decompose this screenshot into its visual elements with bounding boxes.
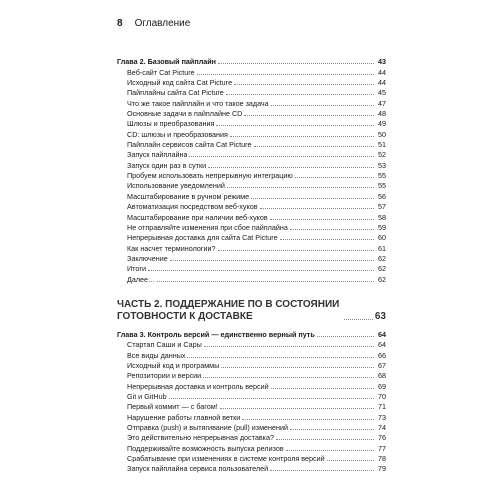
dot-leader	[227, 186, 374, 188]
toc-entry[interactable]	[117, 128, 386, 138]
dot-leader	[204, 345, 374, 347]
toc-entry[interactable]	[117, 77, 386, 87]
dot-leader	[251, 197, 374, 199]
toc-entry-title: Запуск один раз в сутки	[127, 160, 207, 170]
toc-entry[interactable]	[117, 66, 386, 76]
part-title: ЧАСТЬ 2. ПОДДЕРЖАНИЕ ПО В СОСТОЯНИИ ГОТОВНОСТИ К ДОСТАВКЕ	[117, 298, 340, 322]
toc-entry[interactable]	[117, 339, 386, 349]
toc-entry-page: 67	[378, 360, 386, 370]
chapter-title: Глава 2. Базовый пайплайн	[117, 57, 217, 67]
toc-entry-title: Запуск пайплайна	[127, 150, 188, 160]
toc-entry-title: Основные задачи в пайплайне CD	[127, 109, 243, 119]
toc-entry-title: Заключение	[127, 253, 168, 263]
toc-entry[interactable]	[117, 253, 386, 263]
dot-leader	[276, 438, 374, 440]
toc-entry[interactable]	[117, 211, 386, 221]
toc-entry[interactable]	[117, 380, 386, 390]
toc-entry-page: 45	[378, 88, 386, 98]
toc-entry-title: Автоматизация посредством веб-хуков	[127, 202, 258, 212]
toc-entry-title: Все виды данных	[127, 350, 186, 360]
toc-entry-title: Поддерживайте возможность выпуска релизов	[127, 443, 284, 453]
toc-entry-page: 47	[378, 98, 386, 108]
toc-entry-title: Масштабирование в ручном режиме	[127, 191, 250, 201]
dot-leader	[242, 418, 374, 420]
chapter-entries	[117, 339, 386, 473]
toc-entry[interactable]	[117, 422, 386, 432]
toc-entry-page: 44	[378, 78, 386, 88]
toc-entry-page: 44	[378, 67, 386, 77]
toc-entry[interactable]	[117, 190, 386, 200]
toc-entry-page: 64	[378, 340, 386, 350]
dot-leader	[169, 397, 374, 399]
dot-leader	[280, 238, 374, 240]
toc-entry-page: 76	[378, 433, 386, 443]
toc-entry-page: 48	[378, 109, 386, 119]
dot-leader	[218, 62, 374, 64]
dot-leader	[290, 428, 374, 430]
dot-leader	[260, 207, 374, 209]
toc-entry-title: Исходный код сайта Cat Picture	[127, 78, 233, 88]
toc-entry-title: Что же такое пайплайн и что такое задача	[127, 98, 269, 108]
toc-entry[interactable]	[117, 242, 386, 252]
dot-leader	[221, 366, 374, 368]
toc-entry[interactable]	[117, 139, 386, 149]
toc-entry-title: Веб-сайт Cat Picture	[127, 67, 195, 77]
toc-entry-title: Масштабирование при наличии веб-хуков	[127, 212, 268, 222]
dot-leader	[271, 104, 374, 106]
toc-entry[interactable]	[117, 118, 386, 128]
dot-leader	[317, 335, 374, 337]
toc-entry-page: 71	[378, 402, 386, 412]
toc-entry-title: Первый коммит — с багом!	[127, 402, 218, 412]
toc-entry[interactable]	[117, 370, 386, 380]
toc-entry-page: 50	[378, 129, 386, 139]
dot-leader	[208, 166, 374, 168]
toc-entry[interactable]	[117, 442, 386, 452]
toc-entry-page: 60	[378, 233, 386, 243]
toc-entry-page: 49	[378, 119, 386, 129]
toc-entry-title: Итоги	[127, 264, 147, 274]
toc-entry[interactable]	[117, 159, 386, 169]
toc-entry-page: 74	[378, 423, 386, 432]
table-of-contents	[117, 56, 386, 473]
toc-entry-title: Это действительно непрерывная доставка?	[127, 433, 274, 443]
toc-entry[interactable]	[117, 401, 386, 411]
toc-entry[interactable]	[117, 97, 386, 107]
toc-entry-page: 62	[378, 274, 386, 284]
chapter-title: Глава 3. Контроль версий — единственно верный путь	[117, 329, 315, 339]
dot-leader	[271, 387, 374, 389]
toc-entry[interactable]	[117, 232, 386, 242]
toc-entry[interactable]	[117, 453, 386, 463]
toc-entry-page: 70	[378, 391, 386, 401]
toc-entry-page: 55	[378, 171, 386, 181]
page-number: 8	[117, 18, 123, 29]
toc-entry-page: 62	[378, 264, 386, 274]
dot-leader	[170, 259, 374, 261]
toc-entry[interactable]	[117, 349, 386, 359]
chapter-page: 64	[378, 329, 386, 339]
toc-entry[interactable]	[117, 108, 386, 118]
toc-entry-page: 52	[378, 150, 386, 160]
toc-entry-page: 55	[378, 181, 386, 191]
dot-leader	[157, 280, 374, 282]
dot-leader	[226, 93, 374, 95]
part-page: 63	[374, 310, 386, 322]
toc-entry-title: Шлюзы и преобразования	[127, 119, 215, 129]
toc-entry[interactable]	[117, 263, 386, 273]
dot-leader	[270, 218, 374, 220]
toc-entry[interactable]	[117, 222, 386, 232]
toc-entry[interactable]	[117, 87, 386, 97]
toc-entry-title: Как насчет терминологии?	[127, 243, 216, 253]
toc-entry[interactable]	[117, 170, 386, 180]
dot-leader	[189, 155, 374, 157]
part-heading[interactable]	[117, 299, 386, 323]
toc-entry[interactable]	[117, 360, 386, 370]
chapter-heading[interactable]	[117, 329, 386, 339]
toc-entry-page: 56	[378, 191, 386, 201]
toc-entry-title: Пайплайн сервисов сайта Cat Picture	[127, 140, 252, 150]
dot-leader	[270, 469, 374, 471]
toc-entry-title: Репозитории и версии	[127, 371, 202, 381]
toc-entry-page: 78	[378, 454, 386, 464]
toc-entry[interactable]	[117, 463, 386, 473]
toc-entry[interactable]	[117, 411, 386, 421]
toc-entry-page: 66	[378, 350, 386, 360]
toc-entry-title: Нарушение работы главной ветки	[127, 412, 241, 422]
toc-entry-page: 51	[378, 140, 386, 150]
toc-entry[interactable]	[117, 391, 386, 401]
dot-leader	[187, 356, 374, 358]
toc-entry-title: Запуск пайплайна сервиса пользователей	[127, 464, 269, 474]
toc-entry-title: CD: шлюзы и преобразования	[127, 129, 228, 139]
dot-leader	[254, 145, 374, 147]
dot-leader	[344, 318, 373, 320]
toc-entry-title: Срабатывание при изменениях в системе контроля версий	[127, 454, 325, 464]
dot-leader	[234, 83, 374, 85]
toc-entry-title: Исходный код и программы	[127, 360, 220, 370]
toc-entry-page: 77	[378, 443, 386, 453]
toc-entry-title: Стартап Саши и Сары	[127, 340, 202, 350]
toc-entry-page: 73	[378, 412, 386, 422]
toc-entry[interactable]	[117, 432, 386, 442]
toc-entry-title: Git и GitHub	[127, 391, 167, 401]
toc-entry-page: 58	[378, 212, 386, 222]
chapter-heading[interactable]	[117, 56, 386, 66]
toc-entry[interactable]	[117, 201, 386, 211]
toc-entry-page: 53	[378, 160, 386, 170]
toc-entry-title: Использование уведомлений	[127, 181, 225, 191]
dot-leader	[216, 124, 374, 126]
page-header	[117, 18, 190, 29]
toc-entry-page: 59	[378, 222, 386, 232]
chapter-page: 43	[378, 57, 386, 67]
toc-entry[interactable]	[117, 149, 386, 159]
toc-entry-title: Пайплайны сайта Cat Picture	[127, 88, 224, 98]
toc-entry[interactable]	[117, 273, 386, 283]
dot-leader	[290, 228, 374, 230]
toc-entry-page: 68	[378, 371, 386, 381]
dot-leader	[327, 459, 374, 461]
toc-entry-page: 61	[378, 243, 386, 253]
toc-entry-title: Пробуем использовать непрерывную интеграцию	[127, 171, 293, 181]
toc-entry-title: Не отправляйте изменения при сбое пайплайна	[127, 222, 288, 232]
dot-leader	[218, 249, 375, 251]
toc-entry-page: 79	[378, 464, 386, 474]
toc-entry-page: 69	[378, 381, 386, 391]
chapter-entries	[117, 66, 386, 283]
dot-leader	[230, 135, 374, 137]
toc-entry-page: 57	[378, 202, 386, 212]
dot-leader	[220, 407, 374, 409]
running-title: Оглавление	[134, 18, 191, 29]
toc-entry-title: Непрерывная доставка и контроль версий	[127, 381, 269, 391]
dot-leader	[148, 269, 374, 271]
dot-leader	[203, 376, 374, 378]
dot-leader	[286, 449, 374, 451]
dot-leader	[244, 114, 374, 116]
toc-entry-page: 62	[378, 253, 386, 263]
dot-leader	[197, 73, 374, 75]
toc-entry[interactable]	[117, 180, 386, 190]
toc-entry-title: Отправка (push) и вытягивание (pull) изменений	[127, 423, 288, 432]
toc-entry-title: Далее…	[127, 274, 156, 284]
dot-leader	[295, 176, 374, 178]
toc-entry-title: Непрерывная доставка для сайта Cat Picture	[127, 233, 278, 243]
